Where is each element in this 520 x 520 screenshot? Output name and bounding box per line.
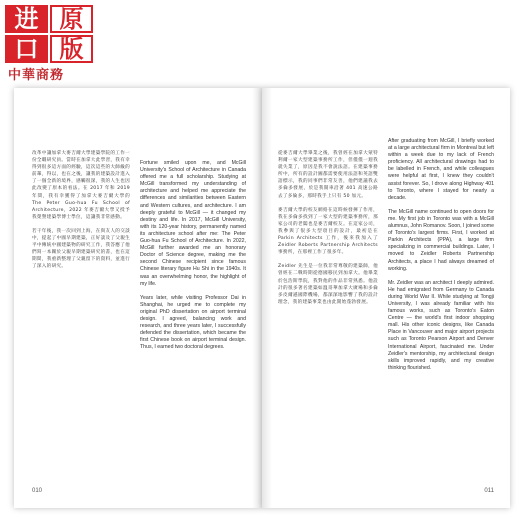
badge-char-4: 版 — [50, 35, 93, 63]
left-en-paragraph: Fortune smiled upon me, and McGill University's School of Architecture in Canada offered me a full scholarship. Studying at McGill transformed my understanding of architecture and helped me appreciate the differences and similarities between Eastern and Western cultures, and architecture. I am deeply grateful to McGill — it changed my destiny and life. In 2017, McGill University, with its 120-year history, permanently named its architecture school after me: The Peter Guo-hua Fu School of Architecture. In 2022, McGill further awarded me an honorary Doctor of Science degree, making me the second Chinese recipient since famous Chinese literary figure Hu Shi in the 1940s. It was an overwhelming honor, the highlight of my life. — [140, 160, 246, 287]
badge-char-2: 原 — [50, 5, 93, 33]
left-page-chinese-column — [32, 150, 130, 278]
left-page — [14, 88, 262, 508]
badge-char-3: 口 — [5, 35, 48, 63]
right-page-chinese-column — [278, 150, 378, 313]
publisher-logo: 中華商務 — [8, 68, 65, 83]
right-page-english-column — [388, 138, 494, 379]
right-page — [262, 88, 510, 508]
right-en-paragraph: After graduating from McGill, I briefly worked at a large architectural firm in Montreal but left within a week due to my lack of French proficiency. All architectural drawings had to be labelled in French, and while colleagues were helpful at first, I knew they couldn't assist forever. So, I drove along Highway 401 to Toronto, where I stayed for nearly a decade. — [388, 138, 494, 201]
right-en-paragraph: Mr. Zeidler was an architect I deeply admired. He had emigrated from Germany to Canada during World War II. While studying at Tongji University, I was already familiar with his famous works, such as Toronto's Eaton Centre — the world's first indoor shopping mall. His other iconic designs, like Canada Place in Vancouver and major airport projects such as Toronto Pearson Airport and Denver International Airport, fascinated me. Under Zeidler's mentorship, my architectural design skills improved rapidly, and my creative thinking flourished. — [388, 279, 494, 371]
left-zh-paragraph: 改革中讓加拿大麥吉爾大學建築學院的工作一份全職研究員。當時在加拿大此學習，我有幸得到很多這方面的經驗，這次這些的大師級的前輩，得以，也在之後，讓我的建築設計進入了一個全新的境界，感觸很深，我的人生也因此改變了原本的看法。在 2017 年和 2019 年間，我有幸獲得了加拿大麥吉爾大學的 The Peter Guo-hua Fu School of Architecture，2022 年麥吉爾大學又授予我榮譽建築學博士學位，這讓我非常感動。 — [32, 151, 130, 220]
right-zh-paragraph: 麥吉爾大學的校友網絡在這時候發揮了作用，我在多倫多找到了一家大型的建築事務所，那家公司的老闆也是麥吉爾校友。在這家公司，我參與了很多大型項目的設計，最初是在 Parkin Architects 工作，後來我加入了 Zeidler Roberts Partnership Architects 事務所，在那裡工作了很多年。 — [278, 207, 378, 256]
left-en-paragraph: Years later, while visiting Professor Dai in Shanghai, he urged me to complete my original PhD dissertation on airport terminal design. I agreed, balancing work and research, and three years later, I successfully defended the dissertation, which became the first Chinese book on airport terminal design. Thus, I earned two doctoral degrees. — [140, 294, 246, 351]
right-zh-paragraph: 從麥吉爾大學畢業之後，我曾經在加拿大蒙特利爾一家大型建築事務所工作，但僅僅一週我就失業了，原因是我不會說法語。在建築事務所中，所有的設計圖都需要使用法語和英語雙語標示，我的同事們非常友善，他們建議我去多倫多發展，於是我開車沿著 401 高速公路去了多倫多，那時我手上只有 50 加元。 — [278, 151, 378, 199]
page-number-left: 010 — [32, 488, 43, 494]
right-zh-paragraph: Zeidler 先生是一位我非常尊敬的建築師，他曾經在二戰時期從德國移民到加拿大。他畢業於包浩斯學院，我對他的作品非常熟悉。他設計的很多著名建築如溫哥華加拿大廣場和多倫多皮爾遜國際機場，都深深地影響了我的設計理念，我的建築事業也由此開始蓬勃發展。 — [278, 264, 378, 305]
page-number-right: 011 — [484, 488, 494, 494]
badge-char-1: 进 — [5, 5, 48, 33]
left-zh-paragraph: 若干年後，我一次回到上海，在與友人的交談中，提起了中國早期建築，正好談及了父親生平中傳統中國建築物的研究工作，我答應了他們寫一本關於父親早期建築研究的書，也在這期間，我重新整理了父親留下的資料，並進行了深入的研究。 — [32, 228, 130, 270]
left-page-english-column — [140, 160, 246, 358]
right-en-paragraph: The McGill name continued to open doors for me. My first job in Toronto was with a McGill alumnus, John Romanov. Soon, I joined some of Toronto's largest firms. First, I worked at Parkin Architects (PPA), a large firm specializing in commercial buildings. Later, I moved to Zeidler Roberts Partnership Architects, a place I had always dreamed of working. — [388, 208, 494, 272]
